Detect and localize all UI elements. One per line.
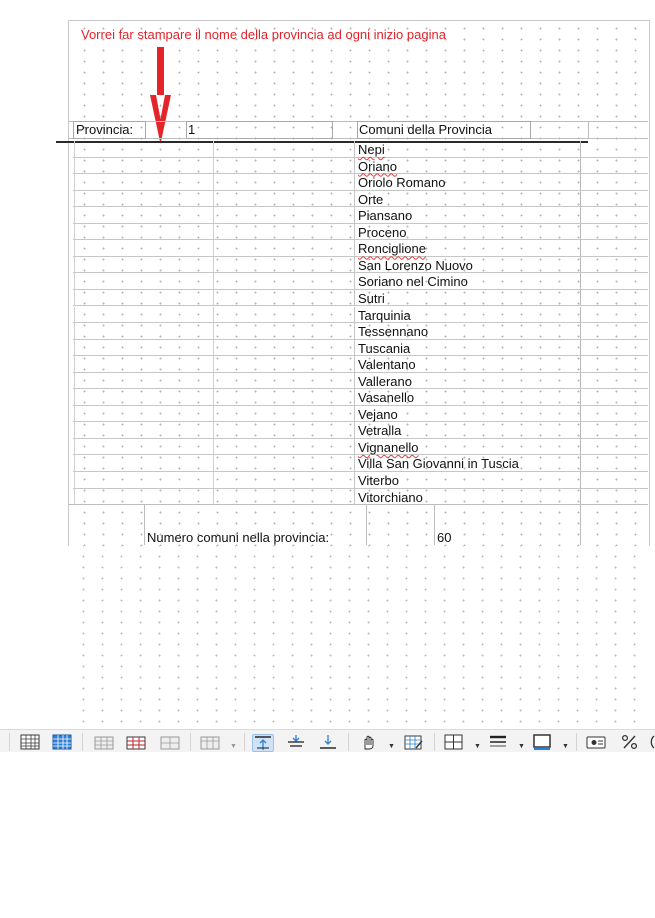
empty-cell[interactable] (74, 323, 214, 340)
empty-cell[interactable] (74, 273, 214, 290)
table-row[interactable] (68, 373, 648, 390)
table-row[interactable] (68, 257, 648, 274)
empty-cell[interactable] (580, 356, 648, 373)
comune-name: Sutri (358, 290, 385, 306)
empty-cell[interactable] (74, 472, 214, 489)
empty-cell[interactable] (580, 439, 648, 456)
toolbar-separator (434, 733, 435, 751)
comuni-header-label: Comuni della Provincia (359, 122, 492, 137)
provincia-value: 1 (188, 122, 196, 137)
footer-divider-1 (144, 504, 145, 545)
percent-icon[interactable] (620, 734, 640, 750)
comune-name: Piansano (358, 208, 413, 224)
toolbar-separator (244, 733, 245, 751)
empty-cell[interactable] (580, 207, 648, 224)
comune-name: Ronciglione (358, 241, 426, 257)
table-row[interactable] (68, 323, 648, 340)
empty-cell[interactable] (212, 373, 355, 390)
empty-cell[interactable] (212, 323, 355, 340)
empty-cell[interactable] (212, 455, 355, 472)
border-style-icon[interactable] (488, 734, 508, 750)
empty-cell[interactable] (212, 356, 355, 373)
autoformat-icon[interactable] (404, 734, 424, 750)
empty-cell[interactable] (212, 273, 355, 290)
comune-name: Nepi (358, 142, 385, 157)
comune-name: Valentano (358, 357, 416, 373)
empty-cell[interactable] (580, 406, 648, 423)
toolbar-separator (82, 733, 83, 751)
table-toolbar (0, 729, 655, 752)
chevron-down-icon[interactable]: ▼ (518, 743, 525, 750)
table-row[interactable] (68, 389, 648, 406)
empty-cell[interactable] (580, 489, 648, 506)
empty-cell[interactable] (74, 489, 214, 506)
empty-cell[interactable] (580, 455, 648, 472)
empty-cell[interactable] (580, 307, 648, 324)
table-row[interactable] (68, 439, 648, 456)
empty-cell[interactable] (212, 389, 355, 406)
empty-cell[interactable] (212, 340, 355, 357)
annotation-note: Vorrei far stampare il nome della provincia ad ogni inizio pagina (81, 27, 446, 42)
empty-cell[interactable] (74, 224, 214, 241)
chevron-down-icon[interactable]: ▼ (474, 743, 481, 750)
delete-table-icon[interactable] (200, 734, 220, 750)
table-row[interactable] (68, 174, 648, 191)
table-row[interactable] (68, 224, 648, 241)
chevron-down-icon[interactable]: ▼ (230, 743, 237, 750)
table-row[interactable] (68, 207, 648, 224)
empty-cell[interactable] (580, 340, 648, 357)
toolbar-separator (348, 733, 349, 751)
comune-name: Oriolo Romano (358, 175, 446, 191)
empty-cell[interactable] (212, 472, 355, 489)
empty-cell[interactable] (74, 207, 214, 224)
empty-cell[interactable] (74, 141, 214, 158)
comune-name: Proceno (358, 224, 407, 240)
page-grid-area (68, 546, 648, 728)
empty-cell[interactable] (580, 224, 648, 241)
comune-name: Villa San Giovanni in Tuscia (358, 456, 519, 472)
comune-name: Tessennano (358, 324, 429, 340)
empty-cell[interactable] (74, 439, 214, 456)
empty-cell[interactable] (74, 422, 214, 439)
empty-cell[interactable] (580, 422, 648, 439)
table-row[interactable] (68, 141, 648, 158)
comune-name: Vetralla (358, 423, 402, 439)
empty-cell[interactable] (580, 323, 648, 340)
align-top-icon[interactable] (252, 734, 274, 752)
table-select-icon[interactable] (358, 734, 378, 750)
table-row[interactable] (68, 158, 648, 175)
empty-cell[interactable] (74, 257, 214, 274)
empty-cell[interactable] (580, 141, 648, 158)
empty-cell[interactable] (212, 422, 355, 439)
empty-cell[interactable] (580, 240, 648, 257)
empty-cell[interactable] (580, 290, 648, 307)
comune-name: Viterbo (358, 473, 399, 488)
red-arrow-annotation (148, 47, 174, 147)
toolbar-overflow-icon[interactable] (648, 734, 655, 750)
footer-divider-4 (580, 504, 581, 545)
table-row[interactable] (68, 489, 648, 506)
table-row[interactable] (68, 356, 648, 373)
empty-cell[interactable] (212, 439, 355, 456)
insert-rows-above-icon[interactable] (94, 734, 114, 750)
count-label: Numero comuni nella provincia: (147, 530, 330, 545)
empty-cell[interactable] (212, 489, 355, 506)
empty-cell[interactable] (74, 356, 214, 373)
footer-row-top-border (68, 504, 648, 505)
align-center-icon[interactable] (286, 734, 306, 750)
count-value: 60 (437, 530, 452, 545)
table-grid-icon[interactable] (20, 734, 40, 750)
comune-name: Vitorchiano (358, 489, 423, 505)
empty-cell[interactable] (74, 290, 214, 307)
empty-cell[interactable] (580, 191, 648, 208)
empty-cell[interactable] (212, 141, 355, 158)
align-bottom-icon[interactable] (318, 734, 338, 750)
empty-cell[interactable] (74, 340, 214, 357)
comune-name: Vasanello (358, 390, 415, 406)
table-row[interactable] (68, 290, 648, 307)
empty-cell[interactable] (212, 224, 355, 241)
comune-name: San Lorenzo Nuovo (358, 257, 473, 273)
comune-name: Soriano nel Cimino (358, 274, 468, 290)
empty-cell[interactable] (212, 158, 355, 175)
empty-cell[interactable] (74, 373, 214, 390)
insert-columns-icon[interactable] (126, 734, 146, 750)
table-row[interactable] (68, 472, 648, 489)
table-row[interactable] (68, 340, 648, 357)
merge-cells-icon[interactable] (160, 734, 180, 750)
empty-cell[interactable] (212, 174, 355, 191)
empty-cell[interactable] (74, 158, 214, 175)
table-row[interactable] (68, 422, 648, 439)
empty-cell[interactable] (74, 307, 214, 324)
empty-cell[interactable] (580, 174, 648, 191)
empty-cell[interactable] (212, 191, 355, 208)
comune-name: Vejano (358, 406, 398, 422)
empty-cell[interactable] (74, 191, 214, 208)
table-grid-blue-icon[interactable] (52, 734, 72, 750)
empty-cell[interactable] (580, 389, 648, 406)
comune-name: Orte (358, 191, 384, 207)
empty-cell[interactable] (580, 273, 648, 290)
footer-divider-3 (434, 504, 435, 545)
provincia-value-cell[interactable] (186, 121, 333, 139)
empty-cell[interactable] (74, 240, 214, 257)
comune-name: Vignanello (358, 439, 419, 455)
empty-cell[interactable] (580, 158, 648, 175)
empty-cell[interactable] (580, 472, 648, 489)
empty-cell[interactable] (74, 406, 214, 423)
borders-icon[interactable] (444, 734, 464, 750)
table-row[interactable] (68, 406, 648, 423)
comune-name: Oriano (358, 158, 398, 174)
chevron-down-icon[interactable]: ▼ (388, 743, 395, 750)
empty-cell[interactable] (212, 406, 355, 423)
empty-cell[interactable] (74, 174, 214, 191)
empty-cell[interactable] (212, 240, 355, 257)
empty-cell[interactable] (580, 257, 648, 274)
comune-name: Tuscania (358, 340, 411, 356)
toolbar-separator (576, 733, 577, 751)
empty-cell[interactable] (212, 207, 355, 224)
number-format-icon[interactable] (586, 734, 606, 750)
border-color-icon[interactable] (532, 734, 552, 750)
toolbar-separator (9, 733, 10, 751)
header-divider (588, 121, 589, 139)
table-row[interactable] (68, 307, 648, 324)
empty-cell[interactable] (212, 307, 355, 324)
comune-name: Vallerano (358, 373, 412, 389)
empty-cell[interactable] (74, 455, 214, 472)
empty-cell[interactable] (74, 389, 214, 406)
empty-cell[interactable] (212, 257, 355, 274)
empty-cell[interactable] (212, 290, 355, 307)
empty-cell[interactable] (580, 373, 648, 390)
table-row[interactable] (68, 191, 648, 208)
toolbar-separator (190, 733, 191, 751)
table-row[interactable] (68, 455, 648, 472)
chevron-down-icon[interactable]: ▼ (562, 743, 569, 750)
comune-name: Tarquinia (358, 307, 411, 323)
provincia-label: Provincia: (76, 122, 134, 137)
footer-divider-2 (366, 504, 367, 545)
table-row[interactable] (68, 240, 648, 257)
table-row[interactable] (68, 273, 648, 290)
